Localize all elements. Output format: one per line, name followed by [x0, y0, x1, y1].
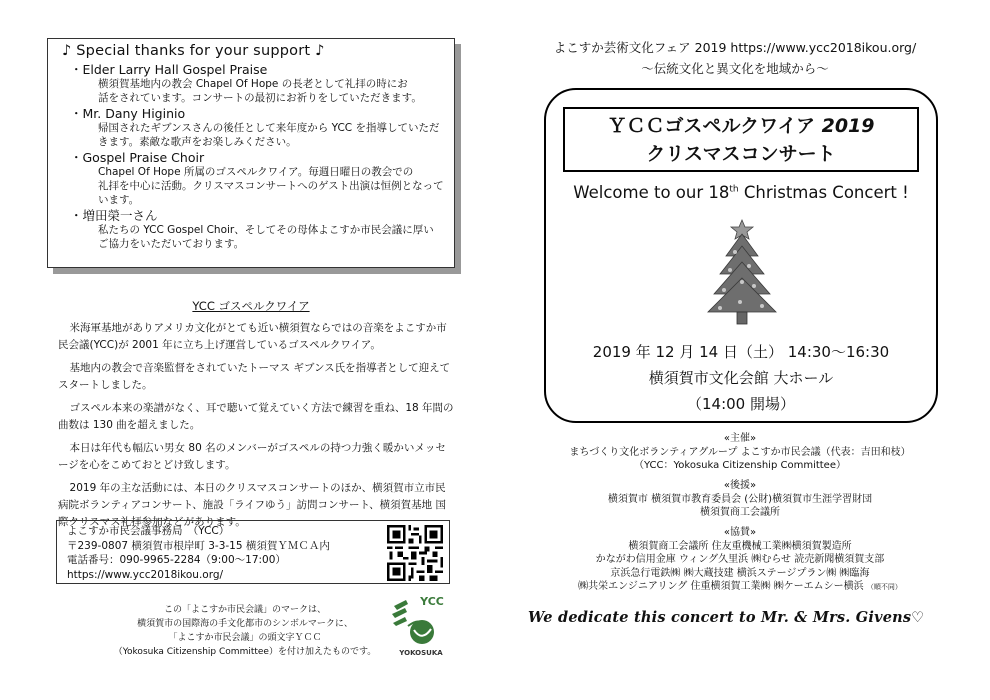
welcome-text: Welcome to our 18 [573, 183, 730, 202]
fair-title: よこすか芸術文化フェア 2019 https://www.ycc2018ikou.org/ [553, 40, 917, 55]
ycc-paragraph: 2019 年の主な活動には、本日のクリスマスコンサートのほか、横須賀市立市民病院ボランティアコンサート、施設「ライフゆう」訪問コンサート、横須賀基地 国際クリスマス礼拝参加などがあります。 [58, 482, 446, 528]
dedication: We dedicate this concert to Mr. & Mrs. Givens♡ [528, 609, 925, 626]
contact-line: 電話番号：090-9965-2284（9:00～17:00） [67, 554, 286, 566]
section-label: «後援» [723, 480, 757, 491]
credit-line: 横須賀商工会議所 住友重機械工業㈱横須賀製造所 [628, 540, 852, 552]
credit-line: 横須賀市 横須賀市教育委員会 (公財)横須賀市生涯学習財団 [607, 493, 873, 505]
desc-line: 話をされています。コンサートの最初にお祈りをしていただきます。 [98, 92, 422, 104]
desc-line: 礼拝を中心に活動。クリスマスコンサートへのゲスト出演は恒例となって [98, 180, 444, 192]
thanks-name: ・増田榮一さん [70, 208, 158, 223]
contact-line: 〒239-0807 横須賀市根岸町 3-3-15 横須賀ＹＭＣＡ内 [67, 539, 330, 552]
concert-year: 2019 [821, 115, 875, 137]
ycc-paragraph: 本日は年代も幅広い男女 80 名のメンバーがゴスペルの持つ力強く暖かいメッセージを心をこめておとどけ致します。 [58, 442, 446, 471]
note-line: 横須賀市の国際海の手文化都市のシンボルマークに、 [137, 619, 353, 629]
concert-title-line: クリスマスコンサート [646, 143, 836, 165]
concert-title-box [563, 107, 919, 172]
concert-title-line [565, 112, 917, 140]
concert-date: 2019 年 12 月 14 日（土） 14:30～16:30 [592, 343, 890, 361]
support-section [520, 479, 960, 520]
credit-line: かながわ信用金庫 ウィング久里浜 ㈱むらせ 読売新聞横須賀支部 [595, 554, 885, 565]
contact-url[interactable]: https://www.ycc2018ikou.org/ [67, 568, 224, 581]
contact-line: よこすか市民会議事務局 （YCC） [67, 525, 230, 537]
thanks-desc [98, 77, 446, 105]
desc-line: 横須賀基地内の教会 Chapel Of Hope の長老として礼拝の時にお [98, 78, 408, 90]
thanks-title: ♪ Special thanks for your support ♪ [62, 43, 325, 59]
desc-line: ご協力をいただいております。 [98, 238, 245, 250]
concert-venue: 横須賀市文化会館 大ホール [648, 369, 834, 387]
ycc-logo-icon [388, 592, 454, 658]
desc-line: 私たちの YCC Gospel Choir、そしてその母体よこすか市民会議に厚い [98, 224, 434, 236]
credit-line: 横須賀商工会議所 [700, 507, 780, 518]
ycc-description [58, 320, 454, 537]
qr-code-icon [386, 525, 444, 581]
logo-text: YCC [420, 595, 444, 608]
credit-line: 京浜急行電鉄㈱ ㈱大蔵技建 横浜ステージプラン㈱ ㈱臨海 [610, 567, 870, 579]
ycc-paragraph: 米海軍基地がありアメリカ文化がとても近い横須賀ならではの音楽をよこすか市民会議(YCC)が 2001 年に立ち上げ運営しているゴスペルクワイア。 [58, 322, 447, 351]
desc-line: 帰国されたギブンスさんの後任として来年度から YCC を指導していただ [98, 122, 440, 134]
thanks-desc [98, 121, 446, 149]
logo-mark-note [110, 603, 380, 659]
credit-text: ㈱共栄エンジニアリング 住重横須賀工業㈱ ㈱ケーエムシー横浜 [578, 581, 864, 592]
door-open-time: （14:00 開場） [687, 395, 795, 413]
note-line: 「よこすか市民会議」の頭文字ＹＣＣ [168, 633, 322, 643]
note-line: （Yokosuka Citizenship Committee）を付け加えたものです。 [113, 647, 377, 657]
section-label: «主催» [723, 433, 757, 444]
desc-line: います。 [98, 194, 140, 206]
special-thanks-box [47, 38, 455, 268]
organizer-section [520, 432, 960, 473]
credit-line [520, 580, 960, 595]
fair-subtitle: ～伝統文化と異文化を地域から～ [641, 61, 829, 76]
credit-line: まちづくり文化ボランティアグループ よこすか市民会議（代表：吉田和枝） [569, 446, 911, 458]
thanks-name: ・Gospel Praise Choir [70, 150, 205, 165]
section-label: «協賛» [723, 527, 757, 538]
desc-line: Chapel Of Hope 所属のゴスペルクワイア。毎週日曜日の教会での [98, 166, 414, 178]
welcome-text: Christmas Concert ! [738, 183, 909, 202]
ycc-paragraph: ゴスペル本来の楽譜がなく、耳で聴いて覚えていく方法で練習を重ね、18 年間の曲数は 130 曲を超えました。 [58, 402, 454, 431]
thanks-desc [98, 165, 446, 207]
desc-line: きます。素敵な歌声をお楽しみください。 [98, 136, 297, 148]
ycc-paragraph: 基地内の教会で音楽監督をされていたトーマス ギブンス氏を指導者として迎えてスタートしました。 [58, 362, 451, 391]
sponsor-section [520, 526, 960, 595]
choir-name: ＹＣＣゴスペルクワイア [607, 115, 822, 137]
thanks-name: ・Mr. Dany Higinio [70, 106, 186, 121]
thanks-name: ・Elder Larry Hall Gospel Praise [70, 62, 268, 77]
welcome-sup: th [729, 184, 739, 195]
ycc-heading: YCC ゴスペルクワイア [192, 299, 310, 313]
christmas-tree-icon [702, 218, 782, 326]
logo-text: YOKOSUKA [399, 649, 443, 657]
thanks-desc [98, 223, 446, 251]
welcome-message [546, 183, 936, 202]
note-line: この「よこすか市民会議」のマークは、 [163, 605, 326, 615]
order-note: （順不同） [866, 583, 902, 591]
credit-line: （YCC：Yokosuka Citizenship Committee） [633, 460, 846, 471]
